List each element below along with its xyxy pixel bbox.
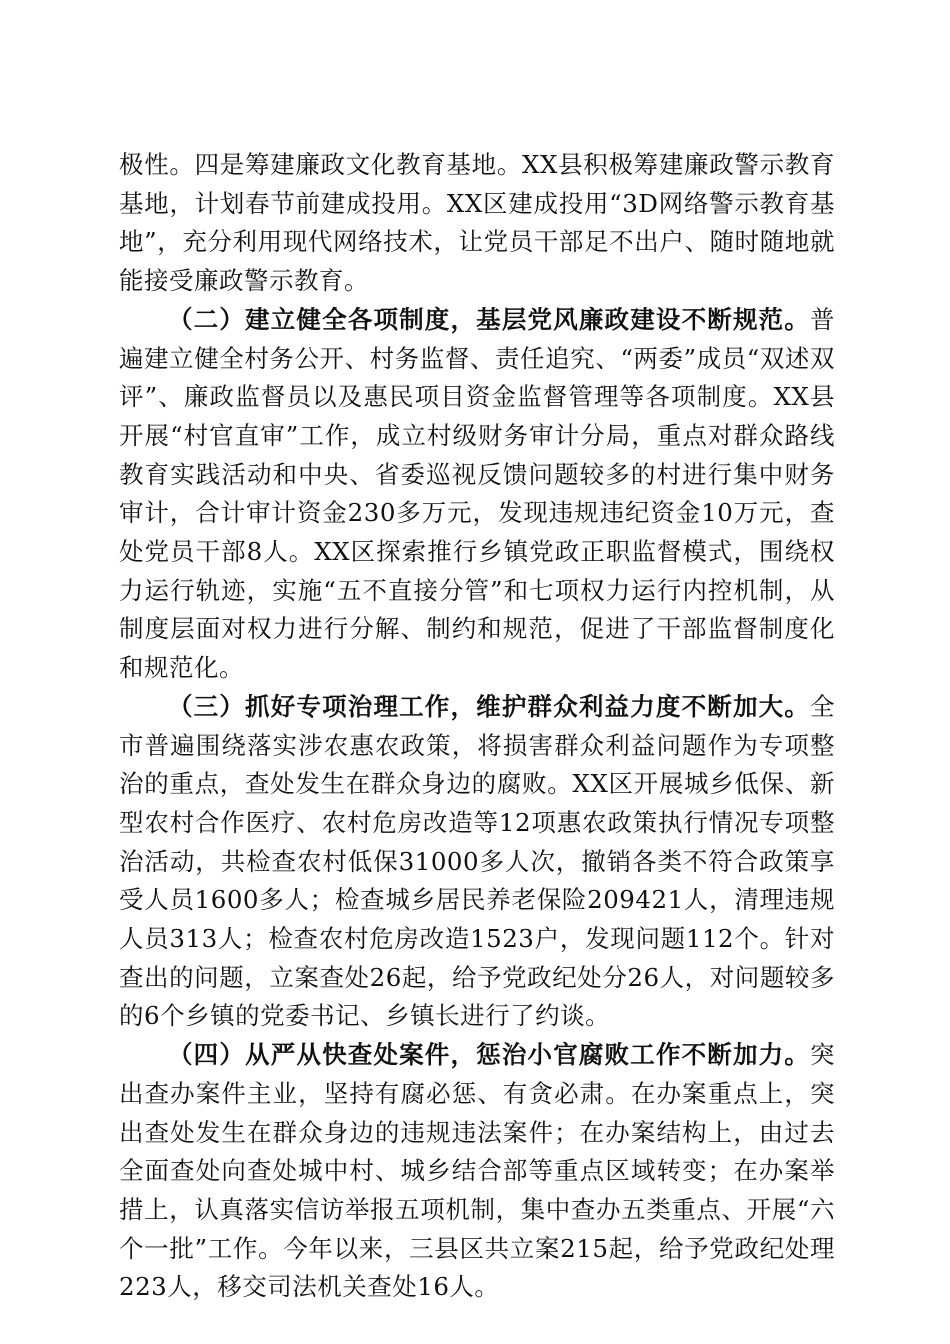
paragraph-2 [119,301,835,688]
section-heading-2: （二）建立健全各项制度，基层党风廉政建设不断规范。 [168,304,810,334]
document-body [119,146,835,1307]
section-heading-4: （四）从严从快查处案件，惩治小官腐败工作不断加力。 [168,1040,810,1070]
paragraph-3 [119,688,835,1036]
paragraph-4-text: 突出查办案件主业，坚持有腐必惩、有贪必肃。在办案重点上，突出查处发生在群众身边的违规违法案件；在办案结构上，由过去全面查处向查处城中村、城乡结合部等重点区域转变；在办案举措上，认真落实信访举报五项机制，集中查办五类重点、开展“六个一批”工作。今年以来，三县区共立案215起，给予党政纪处理223人，移交司法机关查处16人。 [119,1040,835,1302]
paragraph-2-text: 普遍建立健全村务公开、村务监督、责任追究、“两委”成员“双述双评”、廉政监督员以及惠民项目资金监督管理等各项制度。XX县开展“村官直审”工作，成立村级财务审计分局，重点对群众路线教育实践活动和中央、省委巡视反馈问题较多的村进行集中财务审计，合计审计资金230多万元，发现违规违纪资金10万元，查处党员干部8人。XX区探索推行乡镇党政正职监督模式，围绕权力运行轨迹，实施“五不直接分管”和七项权力运行内控机制，从制度层面对权力进行分解、制约和规范，促进了干部监督制度化和规范化。 [119,304,835,683]
paragraph-3-text: 全市普遍围绕落实涉农惠农政策，将损害群众利益问题作为专项整治的重点，查处发生在群众身边的腐败。XX区开展城乡低保、新型农村合作医疗、农村危房改造等12项惠农政策执行情况专项整治活动，共检查农村低保31000多人次，撤销各类不符合政策享受人员1600多人；检查城乡居民养老保险209421人，清理违规人员313人；检查农村危房改造1523户，发现问题112个。针对查出的问题，立案查处26起，给予党政纪处分26人，对问题较多的6个乡镇的党委书记、乡镇长进行了约谈。 [119,691,835,1031]
paragraph-1 [119,146,835,301]
paragraph-4 [119,1036,835,1307]
section-heading-3: （三）抓好专项治理工作，维护群众利益力度不断加大。 [168,691,810,721]
paragraph-1-text: 极性。四是筹建廉政文化教育基地。XX县积极筹建廉政警示教育基地，计划春节前建成投用。XX区建成投用“3D网络警示教育基地”，充分利用现代网络技术，让党员干部足不出户、随时随地就能接受廉政警示教育。 [119,150,835,296]
